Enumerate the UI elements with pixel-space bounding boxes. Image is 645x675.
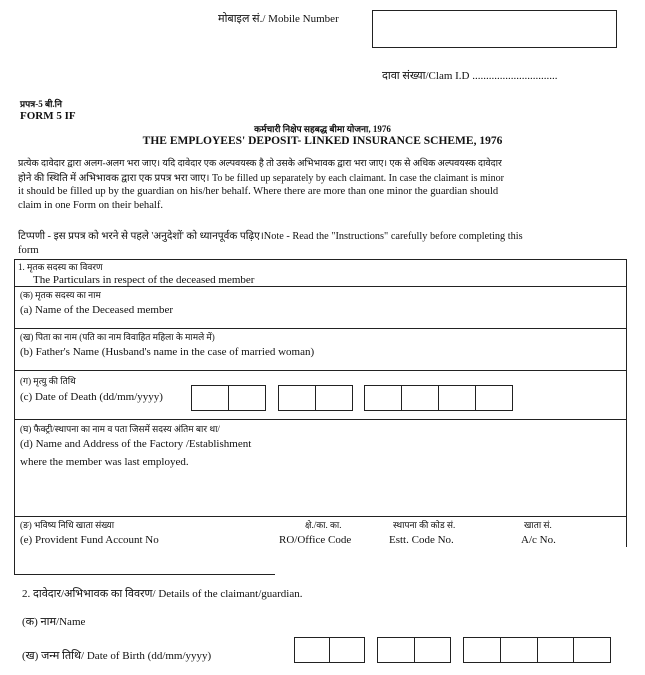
date-of-death-label: (c) Date of Death (dd/mm/yyyy) bbox=[20, 391, 163, 403]
form-number: FORM 5 IF bbox=[20, 110, 76, 122]
establishment-hindi: (घ) फैक्ट्री/स्थापना का नाम व पता जिसमें सदस्य अंतिम बार था/ bbox=[20, 424, 220, 434]
claim-id-dots[interactable]: ............................... bbox=[472, 70, 558, 82]
intro-line-1: प्रत्येक दावेदार द्वारा अलग-अलग भरा जाए। यदि दावेदार एक अल्पवयस्क है तो उसके अभिभावक द्वारा भरा जाए। एक से अधिक अल्पवयस्क दावेदार bbox=[18, 159, 502, 169]
dob-day-2[interactable] bbox=[329, 637, 365, 663]
ac-no-label: A/c No. bbox=[521, 534, 556, 546]
estt-code-label: Estt. Code No. bbox=[389, 534, 454, 546]
deceased-name-field[interactable] bbox=[230, 296, 620, 324]
dob-day-1[interactable] bbox=[294, 637, 330, 663]
dod-year-4[interactable] bbox=[475, 385, 513, 411]
dob-month-2[interactable] bbox=[414, 637, 451, 663]
estt-code-field[interactable] bbox=[377, 547, 483, 575]
divider bbox=[14, 419, 627, 420]
ac-no-hindi: खाता सं. bbox=[524, 520, 552, 530]
dod-day-2[interactable] bbox=[228, 385, 266, 411]
claimant-dob-label: (ख) जन्म तिथि/ Date of Birth (dd/mm/yyyy) bbox=[22, 650, 212, 662]
mobile-number-field[interactable] bbox=[372, 10, 617, 48]
dob-year-4[interactable] bbox=[573, 637, 611, 663]
dod-year-1[interactable] bbox=[364, 385, 402, 411]
note-paragraph bbox=[18, 230, 618, 257]
divider bbox=[14, 370, 627, 371]
pf-account-hindi: (ङ) भविष्य निधि खाता संख्या bbox=[20, 520, 115, 530]
dod-month-2[interactable] bbox=[315, 385, 353, 411]
dob-month-1[interactable] bbox=[377, 637, 415, 663]
intro-line-3: it should be filled up by the guardian on his/her behalf. Where there are more than one minor the guardian should bbox=[18, 186, 499, 197]
estt-code-hindi: स्थापना की कोड सं. bbox=[393, 520, 456, 530]
dod-year-3[interactable] bbox=[438, 385, 476, 411]
establishment-label-1: (d) Name and Address of the Factory /Establishment bbox=[20, 438, 252, 450]
form-no-hindi: प्रपत्र-5 बी.नि bbox=[20, 99, 62, 109]
dob-year-3[interactable] bbox=[537, 637, 574, 663]
claim-id-label bbox=[382, 70, 558, 83]
note-line-2: form bbox=[18, 244, 39, 256]
deceased-name-label: (a) Name of the Deceased member bbox=[20, 304, 174, 316]
dob-year-2[interactable] bbox=[500, 637, 538, 663]
establishment-label-2: where the member was last employed. bbox=[20, 456, 189, 468]
deceased-name-hindi: (क) मृतक सदस्य का नाम bbox=[20, 290, 101, 300]
date-of-death-hindi: (ग) मृत्यु की तिथि bbox=[20, 376, 76, 386]
intro-paragraph bbox=[18, 158, 608, 212]
dod-day-1[interactable] bbox=[191, 385, 229, 411]
father-name-hindi: (ख) पिता का नाम (पति का नाम विवाहित महिला के मामले में) bbox=[20, 332, 215, 342]
note-line-1: टिप्पणी - इस प्रपत्र को भरने से पहले 'अनुदेशों' को ध्यानपूर्वक पढ़िए।Note - Read the "Instructions" carefully before completing this bbox=[18, 231, 523, 242]
claimant-name-label: (क) नाम/Name bbox=[22, 616, 86, 628]
claim-id-text: दावा संख्या/Clam I.D bbox=[382, 70, 470, 82]
section2-title: 2. दावेदार/अभिभावक का विवरण/ Details of the claimant/guardian. bbox=[22, 588, 303, 600]
mobile-number-label: मोबाइल सं./ Mobile Number bbox=[218, 13, 339, 25]
dod-month-1[interactable] bbox=[278, 385, 316, 411]
scheme-title-hindi: कर्मचारी निक्षेप सहबद्ध बीमा योजना, 1976 bbox=[254, 124, 391, 134]
claimant-name-field[interactable] bbox=[120, 612, 620, 632]
ro-code-field[interactable] bbox=[275, 547, 377, 575]
divider bbox=[14, 516, 627, 517]
ac-no-field[interactable] bbox=[483, 547, 627, 575]
section1-hindi: 1. मृतक सदस्य का विवरण bbox=[18, 262, 103, 272]
ro-code-hindi: क्षे./का. का. bbox=[305, 520, 342, 530]
intro-line-4: claim in one Form on their behalf. bbox=[18, 199, 164, 211]
intro-line-2: होने की स्थिति में अभिभावक द्वारा एक प्रपत्र भरा जाए। To be filled up separately by each claimant. In case the claimant is minor bbox=[18, 172, 504, 184]
dob-year-1[interactable] bbox=[463, 637, 501, 663]
establishment-field[interactable] bbox=[20, 472, 620, 512]
divider bbox=[14, 328, 627, 329]
dod-year-2[interactable] bbox=[401, 385, 439, 411]
father-name-label: (b) Father's Name (Husband's name in the case of married woman) bbox=[20, 346, 315, 358]
section1-title: The Particulars in respect of the deceased member bbox=[33, 274, 255, 286]
ro-code-label: RO/Office Code bbox=[279, 534, 352, 546]
pf-account-label: (e) Provident Fund Account No bbox=[20, 534, 159, 546]
scheme-title: THE EMPLOYEES' DEPOSIT- LINKED INSURANCE SCHEME, 1976 bbox=[142, 135, 503, 147]
